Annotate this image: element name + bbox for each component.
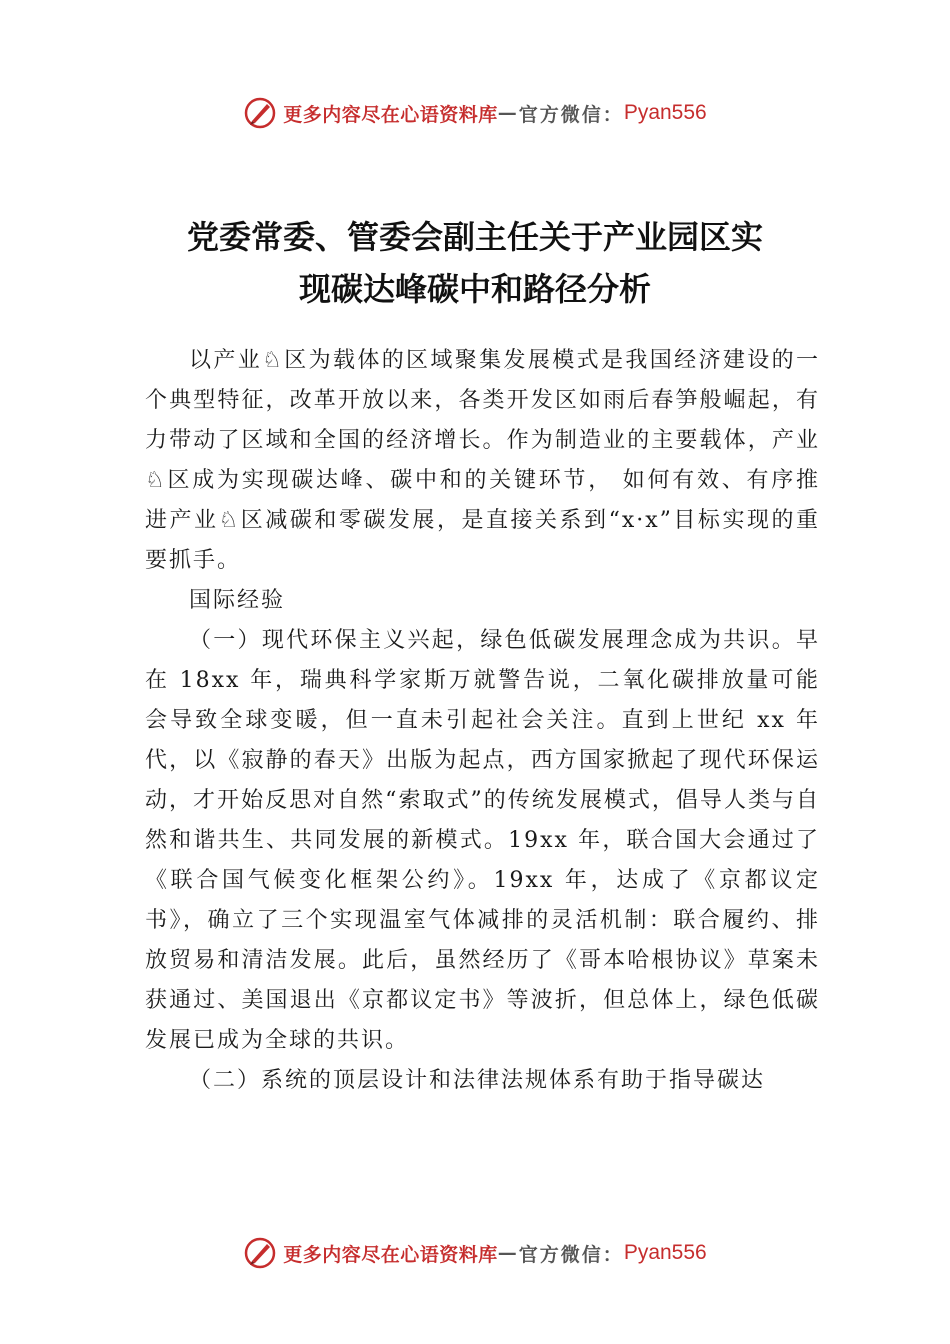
title-line-1: 党委常委、管委会副主任关于产业园区实	[186, 218, 763, 256]
banner-wechat-id: Pyan556	[623, 101, 707, 124]
document-title	[140, 211, 810, 315]
footer-banner	[0, 1231, 950, 1275]
banner-label: 官方微信：	[518, 103, 624, 126]
document-body	[145, 341, 820, 1101]
paragraph-section-2: （二）系统的顶层设计和法律法规体系有助于指导碳达	[189, 1068, 766, 1093]
header-banner	[0, 91, 950, 135]
banner-dash: —	[497, 102, 519, 124]
banner-brand: 更多内容尽在心语资料库	[283, 103, 498, 126]
title-line-2: 现碳达峰碳中和路径分析	[298, 270, 651, 308]
footer-brand: 更多内容尽在心语资料库	[283, 1243, 498, 1266]
section-heading: 国际经验	[189, 588, 286, 613]
paragraph-section-1: （一）现代环保主义兴起，绿色低碳发展理念成为共识。早在 18xx 年，瑞典科学家斯万就警告说，二氧化碳排放量可能会导致全球变暖，但一直未引起社会关注。直到上世纪 xx 年代，以《寂静的春天》出版为起点，西方国家掀起了现代环保运动，才开始反思对自然“索取式”的传统发展模式，倡导人类与自然和谐共生、共同发展的新模式。19xx 年，联合国大会通过了《联合国气候变化框架公约》。19xx 年，达成了《京都议定书》，确立了三个实现温室气体减排的灵活机制：联合履约、排放贸易和清洁发展。此后，虽然经历了《哥本哈根协议》草案未获通过、美国退出《京都议定书》等波折，但总体上，绿色低碳发展已成为全球的共识。	[145, 628, 820, 1053]
footer-dash: —	[497, 1242, 519, 1264]
paragraph-intro: 以产业♘区为载体的区域聚集发展模式是我国经济建设的一个典型特征，改革开放以来，各类开发区如雨后春笋般崛起，有力带动了区域和全国的经济增长。作为制造业的主要载体，产业♘区成为实现碳达峰、碳中和的关键环节， 如何有效、有序推进产业♘区减碳和零碳发展，是直接关系到“x·x”目标实现的重要抓手。	[145, 348, 820, 573]
quill-pen-logo-icon	[243, 96, 277, 130]
footer-wechat-id: Pyan556	[623, 1241, 707, 1264]
footer-label: 官方微信：	[518, 1243, 624, 1266]
quill-pen-logo-icon	[243, 1236, 277, 1270]
